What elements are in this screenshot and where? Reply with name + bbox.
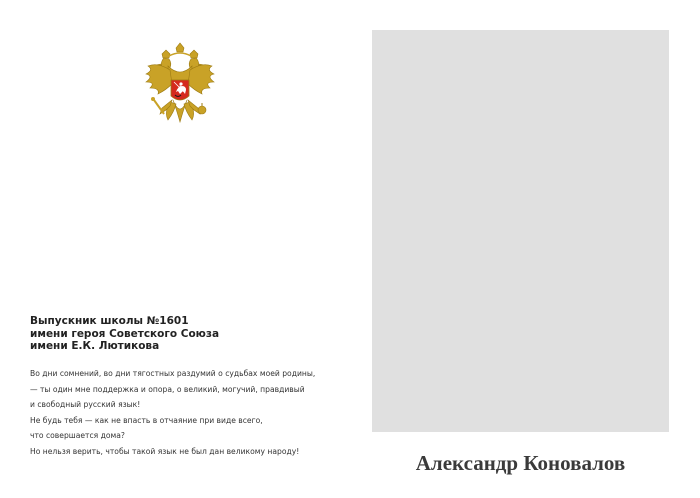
school-title-line-3: имени Е.К. Лютикова xyxy=(30,340,160,352)
poem-line: Во дни сомнений, во дни тягостных раздумий о судьбах моей родины, xyxy=(30,369,316,378)
poem-quote xyxy=(30,366,350,460)
photo-placeholder xyxy=(372,30,669,432)
school-title-line-2: имени героя Советского Союза xyxy=(30,327,220,340)
coat-of-arms-icon xyxy=(140,42,220,126)
school-title-line-1: Выпускник школы №1601 xyxy=(30,315,189,327)
poem-line: и свободный русский язык! xyxy=(30,400,141,410)
poem-line: Не будь тебя — как не впасть в отчаяние при виде всего, xyxy=(30,415,263,425)
graduate-name: Александр Коновалов xyxy=(415,451,626,475)
school-title xyxy=(30,315,330,353)
poem-line: Но нельзя верить, чтобы такой язык не был дан великому народу! xyxy=(30,446,300,456)
poem-line: что совершается дома? xyxy=(30,431,125,441)
poem-line: — ты один мне поддержка и опора, о великий, могучий, правдивый xyxy=(30,384,305,394)
